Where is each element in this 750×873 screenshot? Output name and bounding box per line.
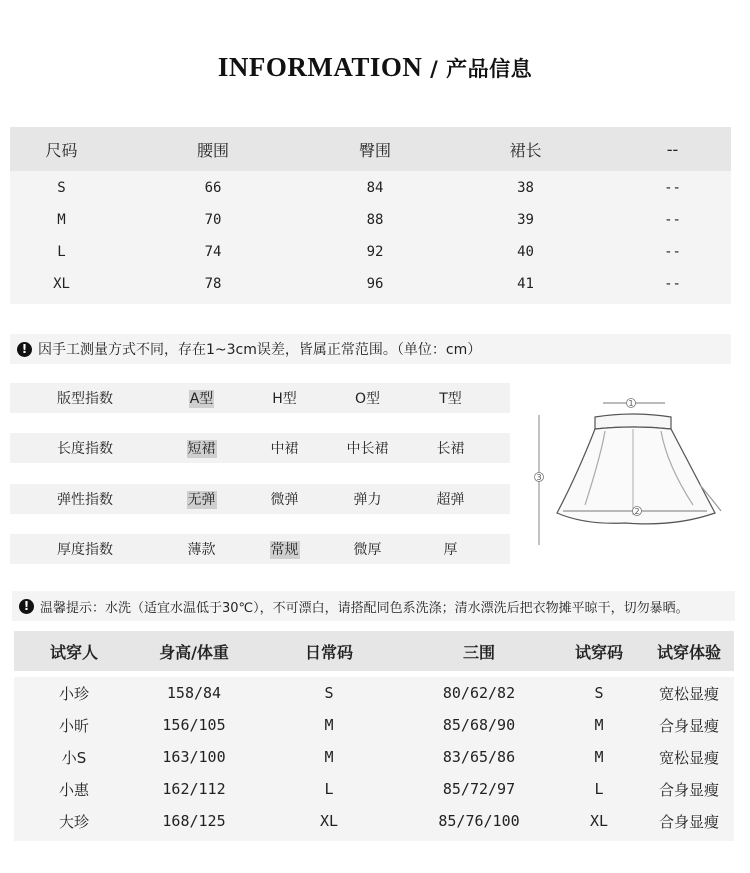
table-cell: 41 bbox=[517, 276, 534, 292]
index-option bbox=[326, 539, 409, 559]
table-cell: 162/112 bbox=[162, 780, 226, 798]
table-cell: -- bbox=[664, 180, 681, 196]
size-table-body bbox=[10, 171, 731, 304]
table-cell: -- bbox=[664, 212, 681, 228]
size-table-header bbox=[10, 127, 731, 171]
try-header-cell: 试穿体验 bbox=[656, 642, 721, 662]
index-option bbox=[243, 388, 326, 408]
index-option bbox=[326, 438, 409, 458]
table-cell: 70 bbox=[204, 212, 222, 228]
table-cell: L bbox=[324, 780, 334, 798]
try-header-cell: 身高/体重 bbox=[159, 642, 229, 662]
index-label: 厚度指数 bbox=[57, 542, 113, 558]
index-option-selected: 常规 bbox=[270, 542, 299, 558]
index-option bbox=[409, 388, 492, 408]
skirt-measurement-diagram bbox=[525, 385, 735, 555]
table-cell: XL bbox=[53, 276, 70, 292]
table-cell: -- bbox=[664, 244, 681, 260]
index-option-text: 弹力 bbox=[353, 492, 382, 508]
table-cell: S bbox=[57, 180, 66, 196]
table-cell: XL bbox=[589, 812, 609, 830]
table-row bbox=[10, 268, 731, 300]
index-label: 长度指数 bbox=[57, 441, 113, 457]
table-cell: S bbox=[594, 684, 604, 702]
index-row-length bbox=[10, 433, 510, 463]
exclamation-icon: ! bbox=[19, 599, 34, 614]
table-cell: 38 bbox=[517, 180, 534, 196]
table-cell: 39 bbox=[517, 212, 534, 228]
index-option bbox=[160, 489, 243, 509]
index-option-text: 长裙 bbox=[436, 441, 465, 457]
index-option bbox=[160, 388, 243, 408]
measurement-note-text: 因手工测量方式不同，存在1~3cm误差，皆属正常范围。（单位：cm） bbox=[38, 342, 482, 358]
try-table-header bbox=[14, 631, 734, 671]
table-cell: 74 bbox=[204, 244, 222, 260]
index-option-text: 中长裙 bbox=[346, 441, 389, 457]
index-label: 版型指数 bbox=[57, 391, 113, 407]
table-cell: 88 bbox=[366, 212, 384, 228]
table-cell: 宽松显瘦 bbox=[658, 748, 719, 767]
index-option bbox=[326, 388, 409, 408]
try-header-cell: 日常码 bbox=[304, 642, 353, 662]
table-cell: 小S bbox=[61, 748, 87, 767]
index-option-selected: A型 bbox=[189, 391, 214, 407]
index-option-text: T型 bbox=[439, 391, 462, 407]
table-cell: 66 bbox=[204, 180, 222, 196]
index-option-text: 微弹 bbox=[270, 492, 299, 508]
table-cell: M bbox=[324, 748, 334, 766]
mark-hem: 2 bbox=[634, 507, 640, 516]
index-option-selected: 短裙 bbox=[187, 441, 216, 457]
index-row-thickness bbox=[10, 534, 510, 564]
table-cell: 80/62/82 bbox=[442, 684, 516, 702]
table-cell: 92 bbox=[366, 244, 384, 260]
table-cell: M bbox=[594, 748, 604, 766]
table-cell: M bbox=[594, 716, 604, 734]
index-option bbox=[409, 489, 492, 509]
table-cell: 84 bbox=[366, 180, 384, 196]
index-option-selected: 无弹 bbox=[187, 492, 216, 508]
mark-waist: 1 bbox=[628, 399, 634, 408]
table-cell: 大珍 bbox=[58, 812, 89, 831]
table-row bbox=[14, 709, 734, 741]
table-row bbox=[10, 172, 731, 204]
table-cell: 小惠 bbox=[58, 780, 89, 799]
index-option bbox=[409, 438, 492, 458]
try-header-cell: 试穿人 bbox=[49, 642, 98, 662]
index-option bbox=[409, 539, 492, 559]
table-cell: 合身显瘦 bbox=[658, 780, 719, 799]
exclamation-icon: ! bbox=[17, 342, 32, 357]
table-cell: 85/68/90 bbox=[442, 716, 516, 734]
table-row bbox=[14, 741, 734, 773]
title-cn: 产品信息 bbox=[446, 57, 533, 81]
table-cell: 85/76/100 bbox=[438, 812, 520, 830]
size-header-cell: 尺码 bbox=[45, 140, 78, 160]
index-option bbox=[243, 438, 326, 458]
table-cell: 40 bbox=[517, 244, 534, 260]
table-cell: 宽松显瘦 bbox=[658, 684, 719, 703]
index-label: 弹性指数 bbox=[57, 492, 113, 508]
table-cell: 小珍 bbox=[58, 684, 89, 703]
index-option bbox=[160, 438, 243, 458]
size-header-cell: 腰围 bbox=[196, 140, 229, 160]
table-cell: 156/105 bbox=[162, 716, 226, 734]
table-row bbox=[14, 773, 734, 805]
table-row bbox=[10, 204, 731, 236]
index-option-text: O型 bbox=[354, 391, 381, 407]
table-cell: -- bbox=[664, 276, 681, 292]
try-header-cell: 试穿码 bbox=[574, 642, 623, 662]
try-table-body bbox=[14, 677, 734, 841]
table-cell: L bbox=[594, 780, 604, 798]
care-note-text: 温馨提示：水洗（适宜水温低于30℃），不可漂白，请搭配同色系洗涤；清水漂洗后把衣物摊平晾干，切勿暴晒。 bbox=[40, 600, 689, 616]
index-option-text: 薄款 bbox=[187, 542, 216, 558]
table-row bbox=[14, 677, 734, 709]
page-title bbox=[0, 52, 750, 83]
title-en: INFORMATION bbox=[217, 52, 423, 82]
index-option bbox=[243, 539, 326, 559]
index-option-text: 中裙 bbox=[270, 441, 299, 457]
table-cell: M bbox=[324, 716, 334, 734]
measurement-note bbox=[10, 334, 731, 364]
index-option bbox=[243, 489, 326, 509]
table-row bbox=[10, 236, 731, 268]
try-header-cell: 三围 bbox=[462, 642, 495, 662]
index-row-elasticity bbox=[10, 484, 510, 514]
index-option bbox=[326, 489, 409, 509]
table-cell: 163/100 bbox=[162, 748, 226, 766]
table-cell: 合身显瘦 bbox=[658, 716, 719, 735]
table-cell: 合身显瘦 bbox=[658, 812, 719, 831]
table-cell: 83/65/86 bbox=[442, 748, 516, 766]
size-header-cell: 裙长 bbox=[509, 140, 542, 160]
index-option bbox=[160, 539, 243, 559]
size-header-cell: 臀围 bbox=[358, 140, 391, 160]
table-cell: 96 bbox=[366, 276, 384, 292]
mark-length: 3 bbox=[536, 473, 542, 482]
table-cell: M bbox=[57, 212, 66, 228]
table-cell: L bbox=[57, 244, 66, 260]
table-cell: 168/125 bbox=[162, 812, 226, 830]
care-note bbox=[12, 591, 735, 621]
index-option-text: 微厚 bbox=[353, 542, 382, 558]
title-separator: / bbox=[422, 57, 447, 81]
index-row-fit bbox=[10, 383, 510, 413]
table-cell: 85/72/97 bbox=[442, 780, 516, 798]
index-option-text: 超弹 bbox=[436, 492, 465, 508]
table-cell: S bbox=[324, 684, 334, 702]
table-cell: 78 bbox=[204, 276, 222, 292]
size-table bbox=[10, 127, 731, 304]
table-cell: 小昕 bbox=[58, 716, 89, 735]
index-option-text: H型 bbox=[272, 391, 297, 407]
size-header-cell: -- bbox=[666, 139, 679, 159]
table-cell: 158/84 bbox=[166, 684, 222, 702]
index-option-text: 厚 bbox=[443, 542, 458, 558]
table-cell: XL bbox=[319, 812, 339, 830]
table-row bbox=[14, 805, 734, 837]
